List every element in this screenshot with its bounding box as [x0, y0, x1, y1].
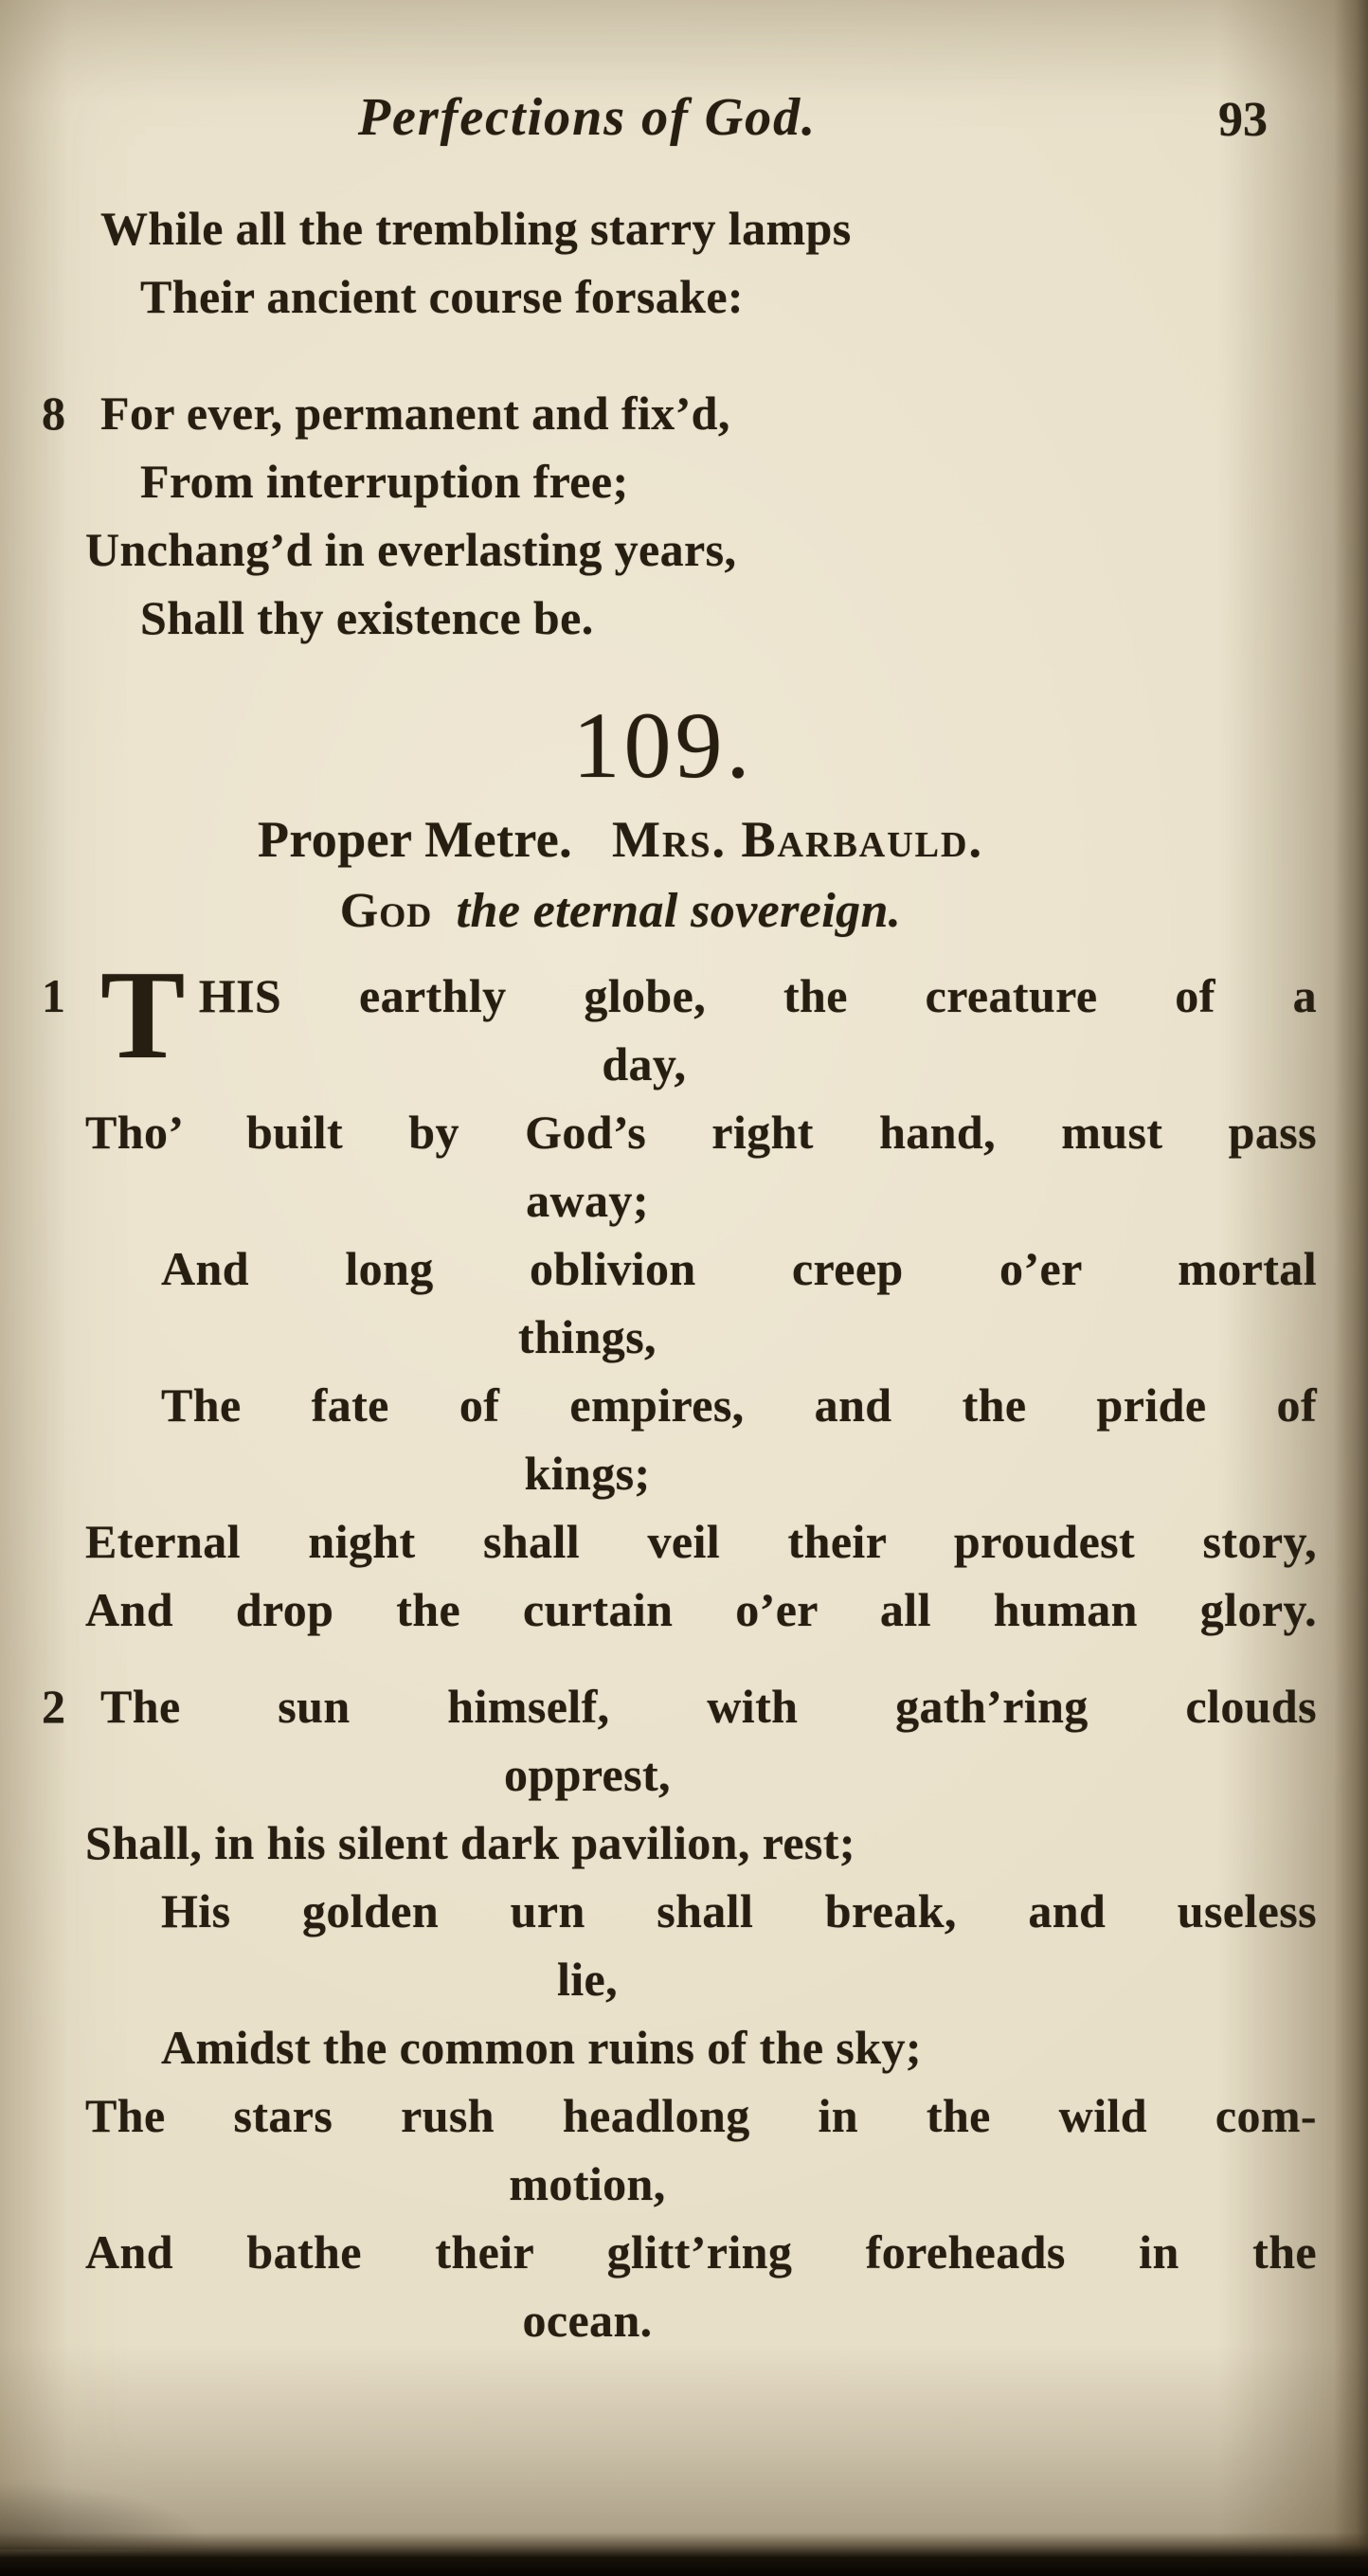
hymn-meter-author: [85, 808, 1317, 871]
verse-line: Their ancient course forsake:: [140, 270, 744, 323]
verse-line: kings;: [524, 1447, 651, 1500]
stanza-1: [42, 945, 1317, 1644]
verse-line: [42, 379, 1317, 447]
hymn-number: 109.: [572, 693, 754, 798]
verse-line: Amidst the common ruins of the sky;: [161, 2021, 922, 2074]
dropcap-letter: T: [100, 945, 186, 1085]
scan-corner-shadow: [0, 2483, 208, 2549]
verse-line: And bathe their glitt’ring foreheads in the: [85, 2225, 1317, 2279]
verse-line: His golden urn shall break, and useless: [161, 1884, 1317, 1937]
hymn-meter: Proper Metre.: [258, 811, 573, 868]
hymn-title: [85, 880, 1317, 943]
stanza-number: 1: [42, 969, 66, 1022]
verse-line: [42, 1672, 1317, 1740]
verse-line-text: HIS earthly globe, the creature of a: [198, 969, 1317, 1022]
stanza-2: [42, 1672, 1317, 2354]
verse-line: And long oblivion creep o’er mortal: [161, 1242, 1317, 1295]
verse-line: The fate of empires, and the pride of: [161, 1378, 1317, 1432]
hymn-title-word: God: [339, 884, 433, 938]
verse-line: While all the trembling starry lamps: [100, 202, 852, 255]
verse-line: Shall, in his silent dark pavilion, rest;: [85, 1816, 855, 1869]
verse-line: opprest,: [504, 1748, 671, 1801]
stanza-number: 8: [42, 387, 66, 440]
verse-line: motion,: [509, 2157, 666, 2210]
running-title: Perfections of God.: [357, 88, 818, 147]
verse-line: away;: [526, 1174, 649, 1227]
stanza-8: [42, 379, 1317, 652]
stanza-continuation: [85, 194, 1317, 331]
verse-line-text: For ever, permanent and fix’d,: [100, 387, 730, 440]
hymn-text-column: [42, 194, 1317, 2354]
verse-line: ocean.: [522, 2294, 653, 2347]
page-number: 93: [1218, 93, 1268, 147]
scan-edge-right: [1334, 0, 1368, 2576]
verse-line: lie,: [556, 1953, 619, 2006]
verse-line-text: The sun himself, with gath’ring clouds: [100, 1680, 1317, 1733]
verse-line: From interruption free;: [140, 455, 629, 508]
verse-line: Eternal night shall veil their proudest story,: [85, 1515, 1317, 1568]
hymn-title-rest: the eternal sovereign.: [456, 884, 902, 938]
verse-line: The stars rush headlong in the wild com-: [85, 2089, 1317, 2142]
scan-edge-bottom: [0, 2532, 1368, 2576]
verse-line: things,: [518, 1310, 657, 1363]
verse-line: And drop the curtain o’er all human glory.: [85, 1583, 1317, 1636]
hymn-author: Mrs. Barbauld.: [612, 811, 983, 868]
verse-line: Tho’ built by God’s right hand, must pass: [85, 1106, 1317, 1159]
verse-line: Shall thy existence be.: [140, 591, 594, 644]
running-head: [85, 87, 1317, 148]
stanza-number: 2: [42, 1680, 66, 1733]
verse-line: Unchang’d in everlasting years,: [85, 523, 737, 576]
verse-line: day,: [602, 1037, 687, 1090]
